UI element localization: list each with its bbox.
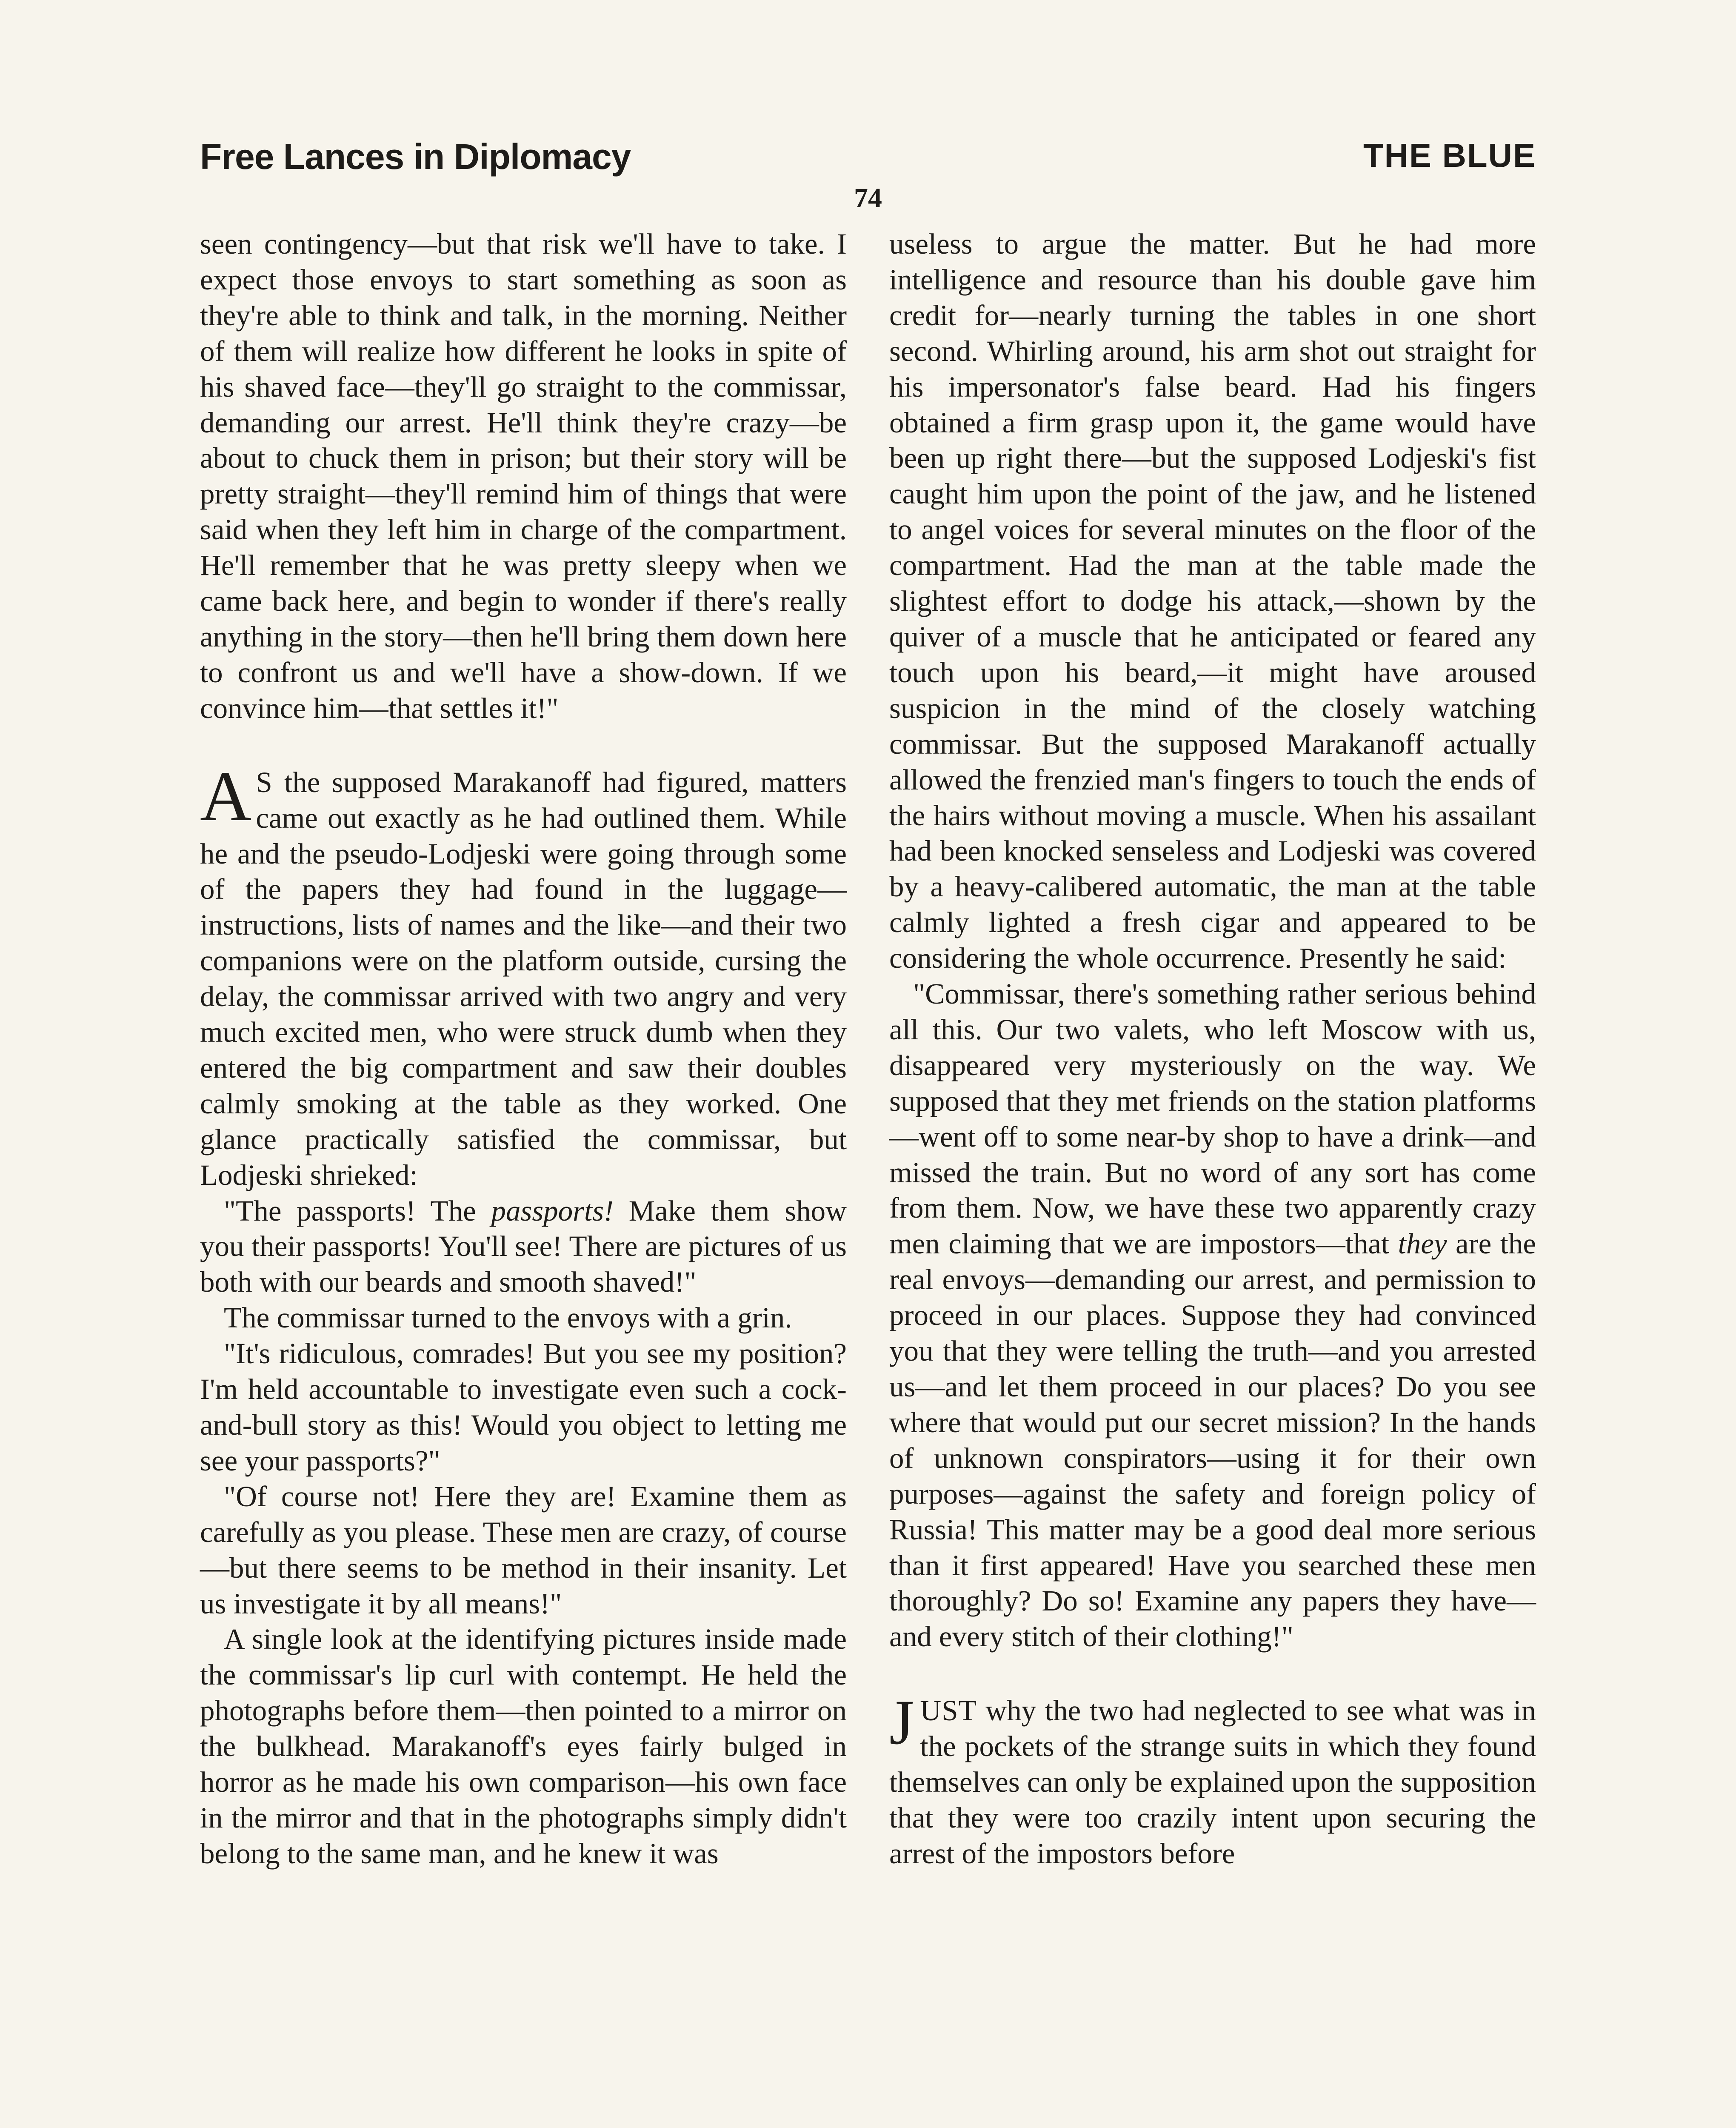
paragraph: "Of course not! Here they are! Examine them as carefully as you please. These men are crazy, of course—but there seems to be method in their insanity. Let us investigate it by all means!" <box>200 1480 847 1620</box>
paragraph <box>889 976 1536 1655</box>
section-paragraph <box>889 1687 1536 1872</box>
paragraph: A single look at the identifying pictures inside made the commissar's lip curl with contempt. He held the photographs before them—then pointed to a mirror on the bulkhead. Marakanoff's eyes fairly bulged in horror as he made his own comparison—his own face in the mirror and that in the photographs simply didn't belong to the same man, and he knew it was <box>200 1623 847 1870</box>
page-number: 74 <box>854 183 882 214</box>
paragraph-text: Make them show you their passports! You'll see! There are pictures of us both with our beards and smooth shaved!" <box>200 1194 847 1299</box>
paragraph: seen contingency—but that risk we'll have to take. I expect those envoys to start something as soon as they're able to think and talk, in the morning. Neither of them will realize how different he looks in spite of his shaved face—they'll go straight to the commissar, demanding our arrest. He'll think they're crazy—be about to chuck them in prison; but their story will be pretty straight—they'll remind him of things that were said when they left him in charge of the compartment. He'll remember that he was pretty sleepy when we came back here, and begin to wonder if there's really anything in the story—then he'll bring them down here to confront us and we'll have a show-down. If we convince him—that settles it!" <box>200 228 847 724</box>
paragraph: useless to argue the matter. But he had more intelligence and resource than his double gave him credit for—nearly turning the tables in one short second. Whirling around, his arm shot out straight for his impersonator's false beard. Had his fingers obtained a firm grasp upon it, the game would have been up right there—but the supposed Lodjeski's fist caught him upon the point of the jaw, and he listened to angel voices for several minutes on the floor of the compartment. Had the man at the table made the slightest effort to dodge his attack,—shown by the quiver of a muscle that he anticipated or feared any touch upon his beard,—it might have aroused suspicion in the mind of the closely watching commissar. But the supposed Marakanoff actually allowed the frenzied man's fingers to touch the ends of the hairs without moving a muscle. When his assailant had been knocked senseless and Lodjeski was covered by a heavy-calibered automatic, the man at the table calmly lighted a fresh cigar and appeared to be considering the whole occurrence. Presently he said: <box>889 228 1536 975</box>
paragraph: The commissar turned to the envoys with a grin. <box>224 1301 792 1334</box>
paragraph-text: "The passports! The <box>224 1194 491 1227</box>
paragraph <box>200 1193 847 1301</box>
small-caps-text: S <box>256 766 273 798</box>
italic-text: passports! <box>491 1194 614 1227</box>
small-caps-text: UST <box>920 1694 977 1727</box>
paragraph-text: the supposed Marakanoff had figured, matters came out exactly as he had outlined them. While he and the pseudo-Lodjeski were going through some of the papers they had found in the luggage—instructions, lists of names and the like—and their two companions were on the platform outside, cursing the delay, the commissar arrived with two angry and very much excited men, who were struck dumb when they entered the big compartment and saw their doubles calmly smoking at the table as they worked. One glance practically satisfied the commissar, but Lodjeski shrieked: <box>200 766 847 1191</box>
section-paragraph <box>200 756 847 1193</box>
running-title: Free Lances in Diplomacy <box>200 137 631 177</box>
paragraph-text: why the two had neglected to see what was in the pockets of the strange suits in which they found themselves can only be explained upon the supposition that they were too crazily intent upon securing the arrest of the impostors before <box>889 1694 1536 1870</box>
magazine-title: THE BLUE <box>1363 137 1536 174</box>
paragraph-text: "Commissar, there's something rather serious behind all this. Our two valets, who left Moscow with us, disappeared very mysteriously on the way. We supposed that they met friends on the station platforms—went off to some near-by shop to have a drink—and missed the train. But no word of any sort has come from them. Now, we have these two apparently crazy men claiming that we are impostors—that <box>889 978 1536 1260</box>
italic-text: they <box>1398 1227 1447 1260</box>
drop-cap: A <box>200 756 252 836</box>
drop-cap: J <box>889 1687 914 1758</box>
left-column <box>200 226 847 1872</box>
right-column <box>889 226 1536 1872</box>
paragraph-text: are the real envoys—demanding our arrest, and permission to proceed in our places. Suppose they had convinced you that they were telling the truth—and you arrested us—and let them proceed in our places? Do you see where that would put our secret mission? In the hands of unknown conspirators—using it for their own purposes—against the safety and foreign policy of Russia! This matter may be a good deal more serious than it first appeared! Have you searched these men thoroughly? Do so! Examine any papers they have—and every stitch of their clothing!" <box>889 1227 1536 1653</box>
paragraph: "It's ridiculous, comrades! But you see my position? I'm held accountable to investigate even such a cock-and-bull story as this! Would you object to letting me see your passports?" <box>200 1337 847 1477</box>
